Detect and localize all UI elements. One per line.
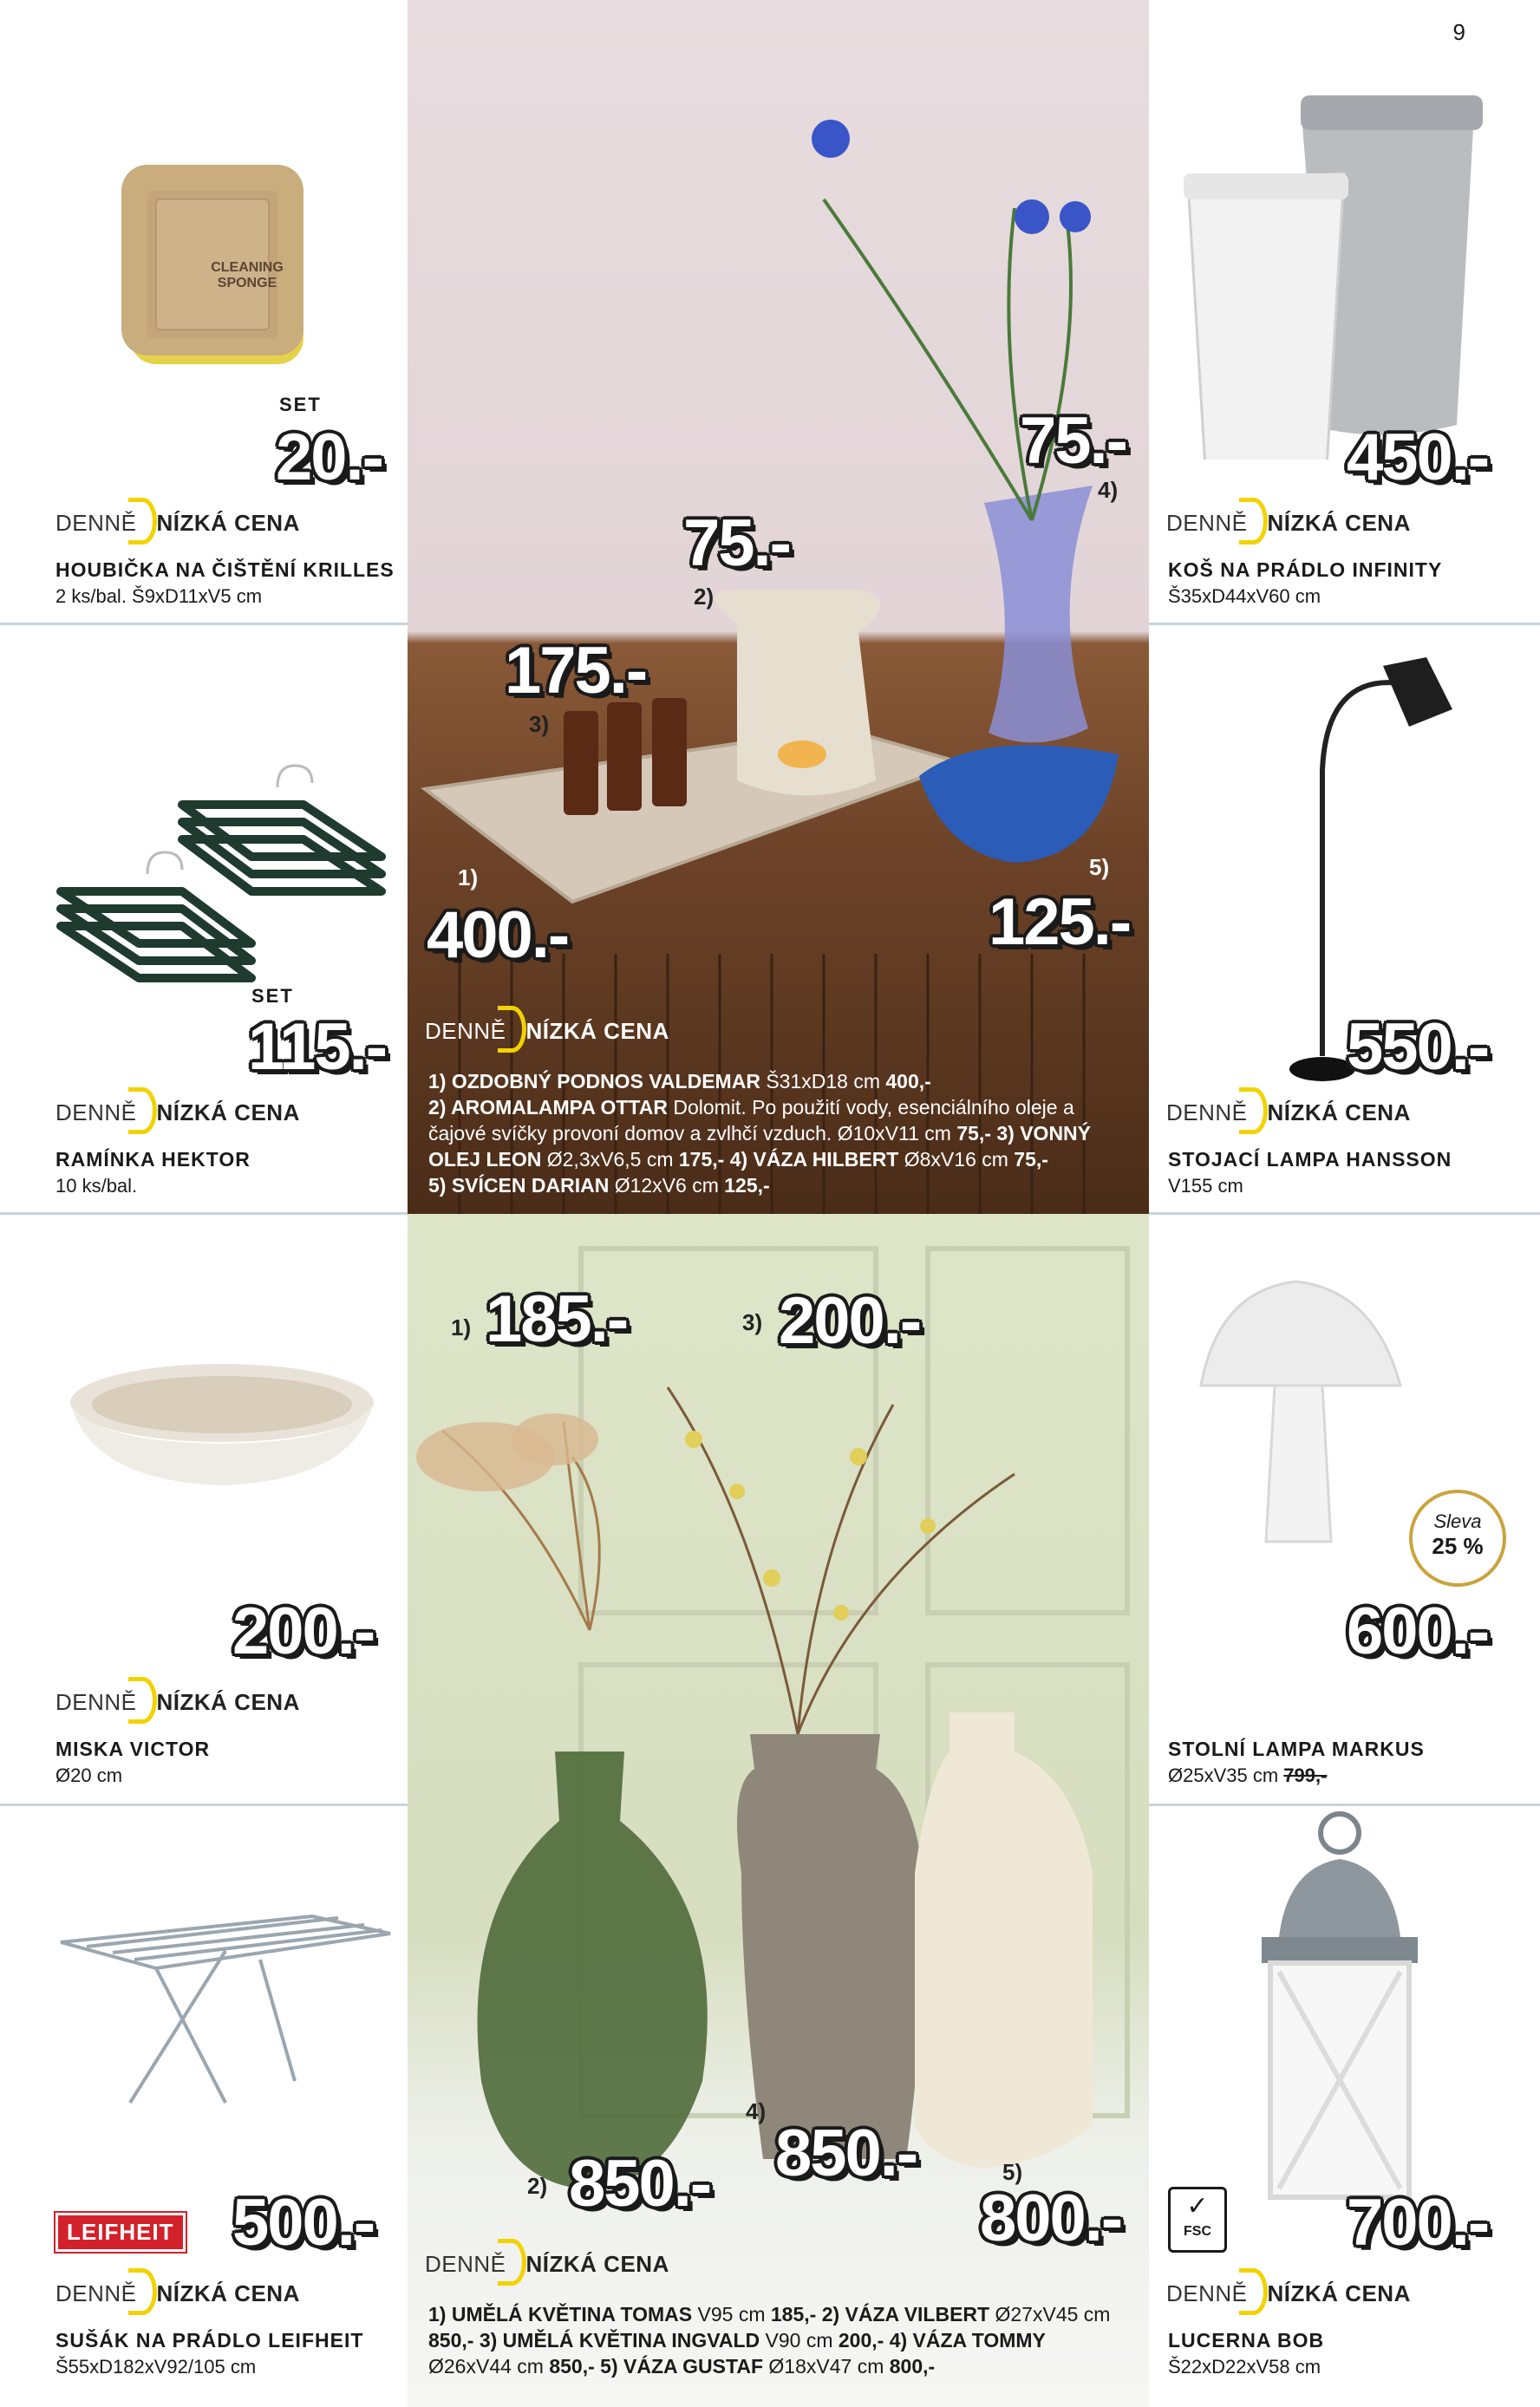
hangers-image [52, 735, 399, 1004]
price-tag: 185.- [486, 1282, 628, 1356]
discount-badge: Sleva 25 % [1409, 1490, 1506, 1587]
product-dimensions: Ø20 cm [55, 1764, 123, 1786]
price-tag: 200.- [779, 1284, 921, 1358]
sponge-pack-text: CLEANING SPONGE [211, 260, 284, 290]
product-card-leifheit[interactable] [0, 1804, 408, 2407]
product-name: RAMÍNKA HEKTOR [55, 1148, 251, 1171]
denne-nizka-cena-logo: DENNĚ NÍZKÁ CENA [55, 2270, 300, 2317]
price-tag: 850.- [775, 2117, 917, 2190]
price-tag: 600.- [1347, 1595, 1489, 1668]
denne-nizka-cena-logo: DENNĚ NÍZKÁ CENA [55, 1089, 300, 1136]
scene-photo-top [408, 0, 1149, 1214]
product-name: HOUBIČKA NA ČIŠTĚNÍ KRILLES [55, 558, 395, 581]
item-label: 2) [694, 584, 715, 610]
set-badge: SET [279, 394, 322, 415]
denne-nizka-cena-logo: DENNĚ NÍZKÁ CENA [1166, 499, 1411, 546]
price-tag: 75.- [1020, 404, 1126, 478]
price-tag: 450.- [1347, 421, 1489, 494]
product-dimensions: Š55xD182xV92/105 cm [55, 2356, 257, 2378]
product-name: STOLNÍ LAMPA MARKUS [1168, 1738, 1425, 1760]
product-name: KOŠ NA PRÁDLO INFINITY [1168, 558, 1443, 581]
item-label: 1) [451, 1314, 472, 1340]
price-tag: 850.- [569, 2147, 711, 2221]
product-dimensions: V155 cm [1168, 1175, 1243, 1197]
product-card-infinity[interactable] [1149, 0, 1540, 623]
item-label: 4) [1098, 477, 1119, 503]
drying-rack-image [52, 1908, 399, 2116]
fsc-certification-icon: ✓ FSC [1168, 2187, 1227, 2253]
laundry-basket-image [1171, 87, 1517, 460]
item-label: 4) [746, 2098, 767, 2124]
logo-swoosh-icon [128, 1087, 157, 1134]
price-tag: 500.- [232, 2186, 375, 2260]
price-tag: 175.- [505, 634, 647, 708]
denne-nizka-cena-logo: DENNĚ NÍZKÁ CENA [55, 1679, 300, 1725]
logo-swoosh-icon [128, 1677, 157, 1724]
price-tag: 125.- [989, 885, 1131, 959]
product-name: SUŠÁK NA PRÁDLO LEIFHEIT [55, 2329, 364, 2352]
product-card-bob[interactable] [1149, 1804, 1540, 2407]
product-dimensions: Š22xD22xV58 cm [1168, 2356, 1321, 2378]
scene-photo-bottom [408, 1214, 1149, 2407]
logo-swoosh-icon [498, 2239, 526, 2286]
denne-nizka-cena-logo: DENNĚ NÍZKÁ CENA [55, 499, 300, 546]
product-card-hektor[interactable] [0, 623, 408, 1212]
logo-swoosh-icon [1239, 498, 1268, 545]
product-card-krilles[interactable] [0, 0, 408, 623]
denne-nizka-cena-logo: DENNĚ NÍZKÁ CENA [425, 1008, 669, 1054]
item-label: 5) [1089, 854, 1110, 880]
denne-nizka-cena-logo: DENNĚ NÍZKÁ CENA [1166, 1089, 1411, 1136]
scene-caption: 1) UMĚLÁ KVĚTINA TOMAS V95 cm 185,- 2) VÁZA VILBERT Ø27xV45 cm 850,- 3) UMĚLÁ KVĚTINA INGVALD V90 cm 200,- 4) VÁZA TOMMY Ø26xV44 cm 850,- 5) VÁZA GUSTAF Ø18xV47 cm 800,- [428, 2303, 1111, 2378]
denne-nizka-cena-logo: DENNĚ NÍZKÁ CENA [1166, 2270, 1411, 2317]
item-label: 5) [1002, 2159, 1023, 2185]
scene-caption: 1) OZDOBNÝ PODNOS VALDEMAR Š31xD18 cm 400,- 2) AROMALAMPA OTTAR Dolomit. Po použití vody, esenciálního oleje a čajové svíčky provoní domov a zvlhčí vzduch. Ø10xV11 cm 75,- 3) VONNÝ OLEJ LEON Ø2,3xV6,5 cm 175,- 4) VÁZA HILBERT Ø8xV16 cm 75,- 5) SVÍCEN DARIAN Ø12xV6 cm 125,- [428, 1070, 1092, 1197]
product-name: STOJACÍ LAMPA HANSSON [1168, 1148, 1452, 1171]
product-name: LUCERNA BOB [1168, 2329, 1325, 2352]
item-label: 3) [742, 1309, 763, 1335]
item-label: 1) [458, 864, 479, 890]
item-label: 2) [527, 2173, 548, 2199]
product-dimensions: 10 ks/bal. [55, 1175, 138, 1197]
product-card-hansson[interactable] [1149, 623, 1540, 1212]
bowl-image [66, 1360, 378, 1490]
price-tag: 75.- [683, 506, 790, 580]
logo-swoosh-icon [128, 2268, 157, 2315]
logo-swoosh-icon [128, 498, 157, 545]
logo-swoosh-icon [1239, 1087, 1268, 1134]
price-tag: 115.- [248, 1010, 387, 1084]
set-badge: SET [251, 985, 294, 1007]
price-tag: 800.- [980, 2182, 1122, 2255]
logo-swoosh-icon [498, 1006, 526, 1053]
price-tag: 400.- [427, 898, 569, 972]
denne-nizka-cena-logo: DENNĚ NÍZKÁ CENA [425, 2241, 669, 2287]
price-tag: 700.- [1347, 2186, 1489, 2260]
price-tag: 200.- [232, 1595, 375, 1668]
leifheit-brand-logo: LEIFHEIT [55, 2213, 186, 2252]
product-name: MISKA VICTOR [55, 1738, 211, 1760]
product-dimensions: 2 ks/bal. Š9xD11xV5 cm [55, 585, 263, 607]
logo-swoosh-icon [1239, 2268, 1268, 2315]
item-label: 3) [529, 711, 550, 737]
product-card-markus[interactable] [1149, 1212, 1540, 1804]
old-price: 799,- [1283, 1764, 1328, 1786]
page-number: 9 [1452, 19, 1465, 45]
lantern-image [1227, 1807, 1452, 2215]
product-dimensions: Š35xD44xV60 cm [1168, 585, 1321, 607]
price-tag: 20.- [276, 421, 382, 494]
product-card-victor[interactable] [0, 1212, 408, 1804]
price-tag: 550.- [1347, 1010, 1489, 1084]
product-dimensions: Ø25xV35 cm 799,- [1168, 1764, 1328, 1786]
